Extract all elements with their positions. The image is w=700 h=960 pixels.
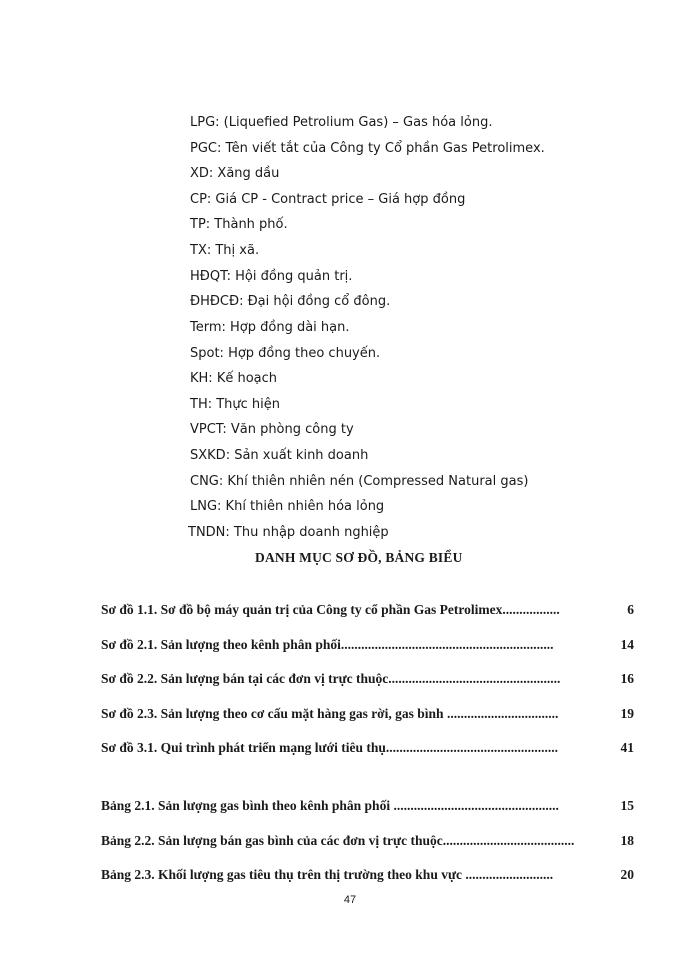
abbreviation-item: TNDN: Thu nhập doanh nghiệp: [188, 525, 389, 540]
toc-entry-label: Bảng 2.3. Khối lượng gas tiêu thụ trên thị trường theo khu vực ..........................: [101, 867, 554, 882]
toc-entry-page: 15: [620, 798, 634, 813]
abbreviation-item: SXKD: Sản xuất kinh doanh: [190, 448, 369, 463]
page-number: 47: [343, 894, 357, 906]
toc-entry-page: 14: [620, 637, 634, 652]
toc-entry-label: Sơ đồ 2.3. Sản lượng theo cơ cấu mặt hàng gas rời, gas bình .................................: [101, 706, 559, 721]
abbreviation-item: CNG: Khí thiên nhiên nén (Compressed Natural gas): [190, 474, 529, 489]
abbreviation-item: Spot: Hợp đồng theo chuyến.: [190, 346, 381, 361]
toc-entry-page: 19: [620, 706, 634, 721]
abbreviation-item: TH: Thực hiện: [190, 397, 281, 412]
toc-entry-page: 41: [620, 740, 634, 755]
abbreviation-item: ĐHĐCĐ: Đại hội đồng cổ đông.: [190, 294, 391, 309]
abbreviation-item: LPG: (Liquefied Petrolium Gas) – Gas hóa lỏng.: [190, 115, 493, 130]
abbreviation-item: PGC: Tên viết tắt của Công ty Cổ phần Gas Petrolimex.: [190, 141, 545, 156]
toc-entry-label: Bảng 2.2. Sản lượng bán gas bình của các đơn vị trực thuộc.......................................: [101, 833, 575, 848]
abbreviation-item: TP: Thành phố.: [190, 217, 288, 232]
abbreviation-item: VPCT: Văn phòng công ty: [190, 422, 354, 437]
toc-entry-page: 16: [620, 671, 634, 686]
toc-entry-page: 18: [620, 833, 634, 848]
toc-entry-label: Bảng 2.1. Sản lượng gas bình theo kênh phân phối .................................................: [101, 798, 559, 813]
abbreviation-item: KH: Kế hoạch: [190, 371, 278, 386]
toc-entry-page: 6: [627, 602, 634, 617]
toc-entry-page: 20: [620, 867, 634, 882]
abbreviation-item: TX: Thị xã.: [190, 243, 260, 258]
abbreviation-item: XD: Xăng dầu: [190, 166, 280, 181]
section-heading: DANH MỤC SƠ ĐỒ, BẢNG BIỂU: [255, 550, 463, 565]
abbreviation-item: LNG: Khí thiên nhiên hóa lỏng: [190, 499, 385, 514]
toc-entry-label: Sơ đồ 3.1. Qui trình phát triển mạng lưới tiêu thụ...................................................: [101, 740, 558, 755]
toc-entry-label: Sơ đồ 2.1. Sản lượng theo kênh phân phối...............................................................: [101, 637, 554, 652]
abbreviation-item: Term: Hợp đồng dài hạn.: [190, 320, 350, 335]
abbreviation-item: CP: Giá CP - Contract price – Giá hợp đồng: [190, 192, 466, 207]
toc-entry-label: Sơ đồ 2.2. Sản lượng bán tại các đơn vị trực thuộc...................................................: [101, 671, 561, 686]
abbreviation-item: HĐQT: Hội đồng quản trị.: [190, 269, 353, 284]
toc-entry-label: Sơ đồ 1.1. Sơ đồ bộ máy quản trị của Công ty cổ phần Gas Petrolimex.................: [101, 602, 560, 617]
